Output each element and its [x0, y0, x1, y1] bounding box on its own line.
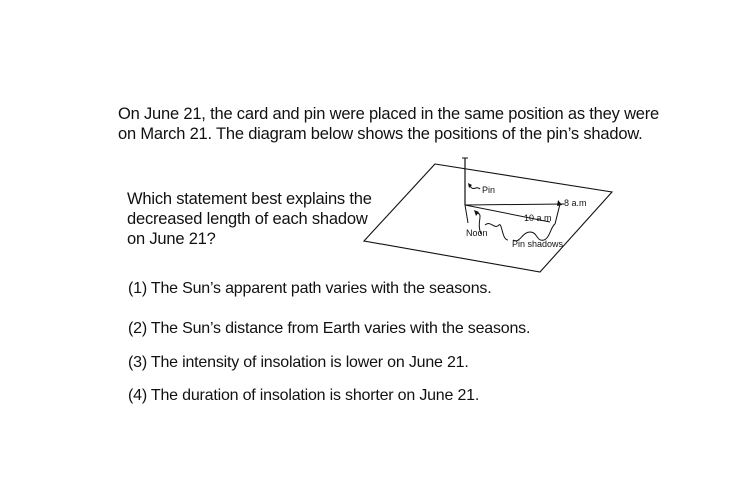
- question-line-3: on June 21?: [127, 230, 216, 248]
- intro-line-2: on March 21. The diagram below shows the positions of the pin’s shadow.: [118, 125, 643, 143]
- pin-label: Pin: [482, 185, 496, 195]
- intro-line-1: On June 21, the card and pin were placed in the same position as they were: [118, 105, 660, 123]
- diagram-svg: [350, 152, 620, 277]
- choice-2[interactable]: (2) The Sun’s distance from Earth varies with the seasons.: [128, 320, 531, 337]
- question-stem: [127, 189, 377, 249]
- choice-3[interactable]: (3) The intensity of insolation is lower on June 21.: [128, 354, 469, 371]
- label-10am: 10 a.m: [524, 213, 552, 223]
- label-pin-shadows: Pin shadows: [512, 239, 564, 249]
- pin-shadow-diagram: [350, 152, 620, 277]
- choice-1[interactable]: (1) The Sun’s apparent path varies with the seasons.: [128, 280, 492, 297]
- intro-paragraph: [118, 104, 678, 144]
- shadow-noon: [465, 205, 468, 223]
- noon-pointer-arrowhead: [474, 210, 479, 216]
- question-line-2: decreased length of each shadow: [127, 210, 368, 228]
- question-line-1: Which statement best explains the: [127, 190, 372, 208]
- label-noon: Noon: [466, 228, 488, 238]
- 8am-pointer-arrowhead: [557, 200, 562, 206]
- pin-label-pointer: [470, 186, 480, 189]
- card-outline: [364, 164, 612, 272]
- shadow-connector-10am: [485, 224, 508, 240]
- label-8am: 8 a.m: [564, 198, 587, 208]
- shadow-8am: [465, 204, 564, 205]
- connector-to-8am: [555, 204, 560, 224]
- choice-4[interactable]: (4) The duration of insolation is shorter on June 21.: [128, 387, 480, 404]
